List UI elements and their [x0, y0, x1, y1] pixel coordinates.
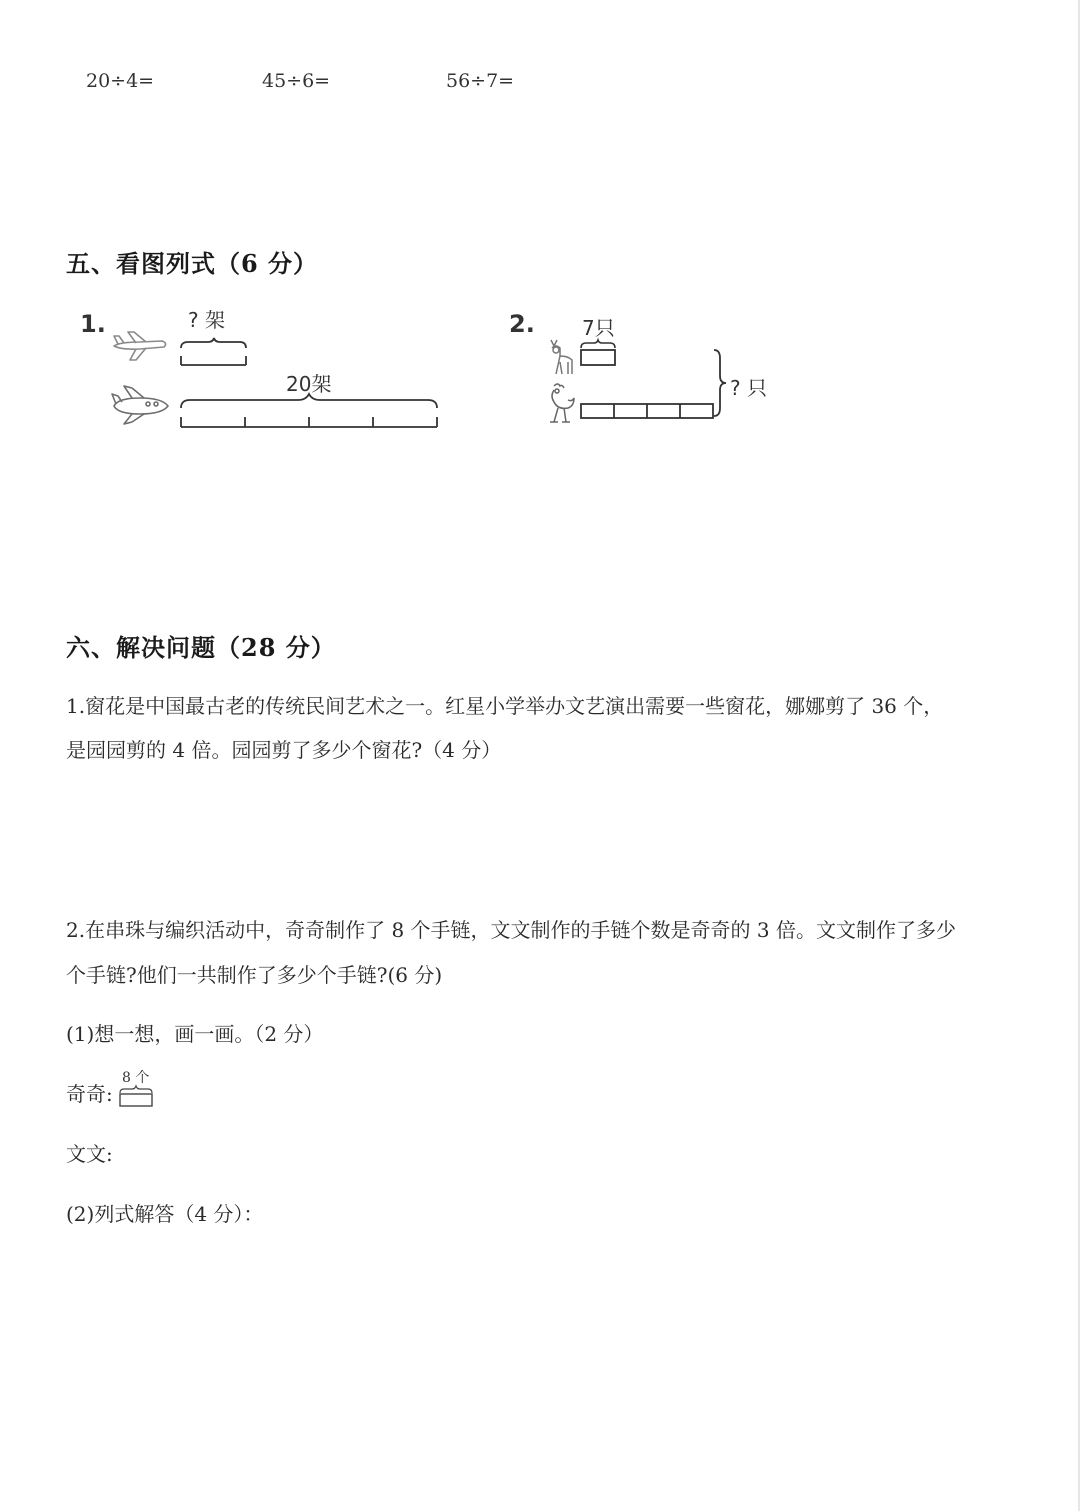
small-airplane-icon [110, 326, 170, 366]
figure-1-number: 1. [80, 310, 106, 338]
figure-1-top-label: ? 架 [188, 308, 225, 332]
qiqi-bar-label: 8 个 [122, 1070, 150, 1086]
figure-1-bottom-label: 20架 [286, 372, 332, 396]
qiqi-bar [118, 1086, 156, 1108]
rooster-icon [544, 382, 578, 424]
division-expression-1: 20÷4= [86, 70, 155, 92]
figure-1-top-bar [178, 338, 250, 370]
figure-2-side-brace [712, 348, 732, 418]
division-expression-3: 56÷7= [446, 70, 515, 92]
figure-2-number: 2. [509, 310, 535, 338]
figure-2-top-bar [578, 340, 618, 368]
question-2-part-1: (1)想一想，画一画。（2 分） [66, 1022, 324, 1046]
figure-2-top-label: 7只 [582, 316, 615, 340]
division-expression-2: 45÷6= [262, 70, 331, 92]
large-airplane-icon [110, 384, 172, 426]
qiqi-label: 奇奇: [66, 1082, 113, 1106]
figure-2-side-label: ? 只 [730, 376, 767, 400]
figure-1-bottom-bar [178, 394, 440, 434]
section-5-title: 五、看图列式（6 分） [66, 249, 319, 278]
question-1-line-2: 是园园剪的 4 倍。园园剪了多少个窗花?（4 分） [66, 738, 502, 762]
question-1-line-1: 1.窗花是中国最古老的传统民间艺术之一。红星小学举办文艺演出需要一些窗花，娜娜剪了 36 个， [66, 694, 944, 718]
deer-icon [546, 338, 576, 376]
question-2-line-2: 个手链?他们一共制作了多少个手链?(6 分) [66, 963, 443, 987]
section-6-title: 六、解决问题（28 分） [66, 633, 336, 662]
question-2-part-2: (2)列式解答（4 分）： [66, 1202, 264, 1226]
wenwen-label: 文文: [66, 1142, 113, 1166]
question-2-line-1: 2.在串珠与编织活动中，奇奇制作了 8 个手链，文文制作的手链个数是奇奇的 3 倍。文文制作了多少 [66, 918, 956, 942]
figure-2-bottom-bar [578, 402, 718, 420]
